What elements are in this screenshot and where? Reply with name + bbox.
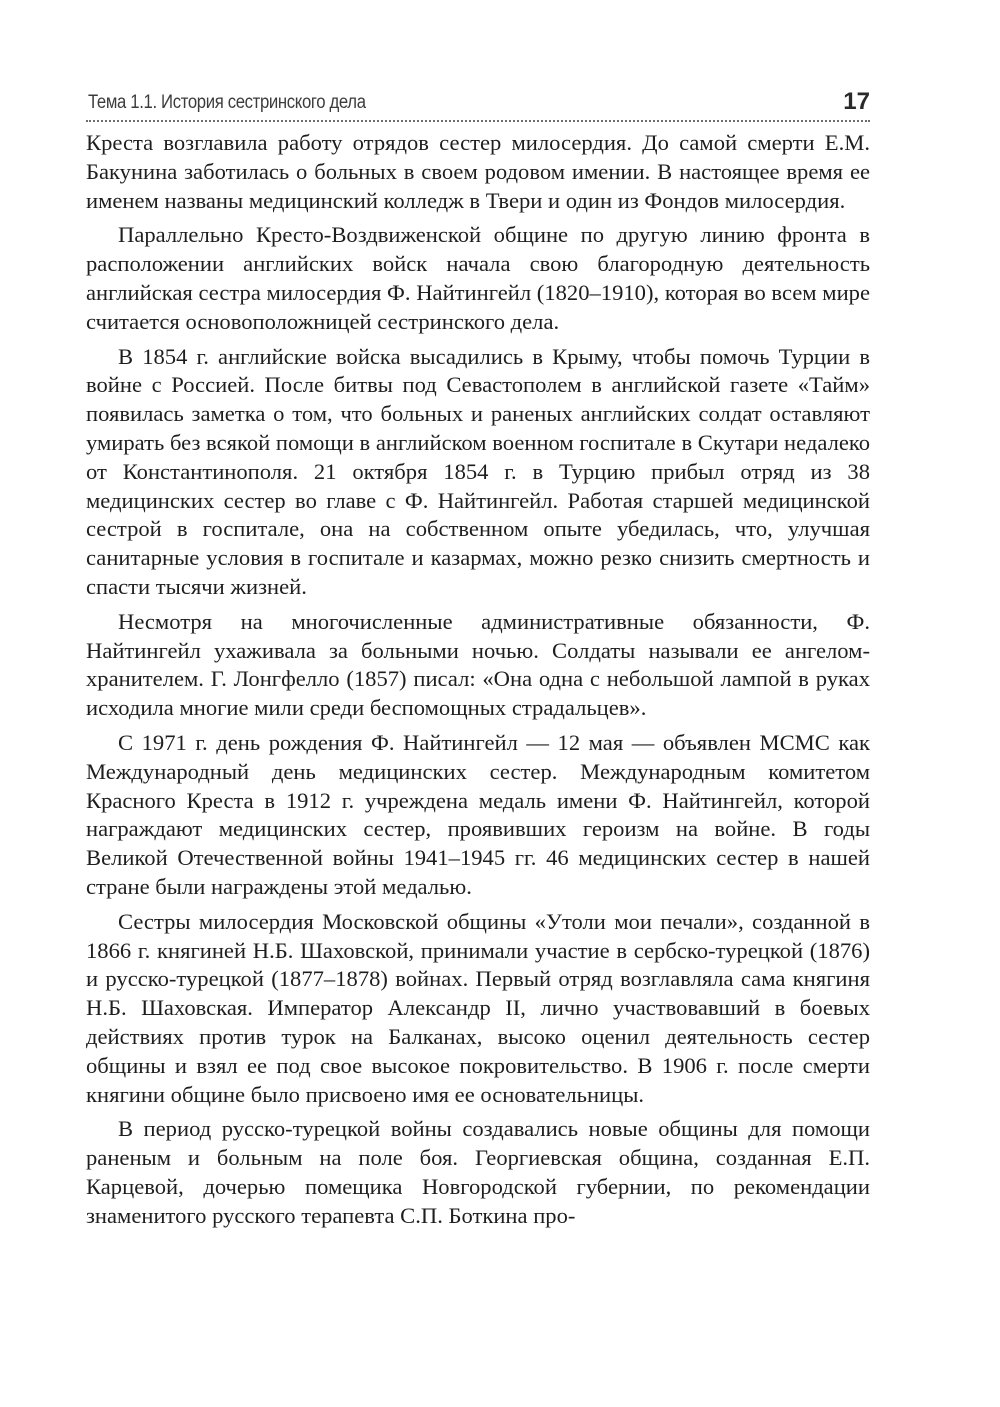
paragraph: Несмотря на многочисленные административные обязанности, Ф. Найтингейл ухаживала за больными ночью. Солдаты называли ее ангелом-хранителем. Г. Лонгфелло (1857) писал: «Она одна с небольшой лампой в руках исходила многие мили среди беспомощных страдальцев». <box>86 608 870 721</box>
running-header <box>86 84 870 122</box>
book-page <box>86 84 870 1236</box>
paragraph: В период русско-турецкой войны создавались новые общины для помощи раненым и больным на поле боя. Георгиевская община, созданная Е.П. Карцевой, дочерью помещика Новгородской губернии, по рекомендации знаменитого русского терапевта С.П. Боткина про- <box>86 1116 870 1228</box>
paragraph: Параллельно Кресто-Воздвиженской общине по другую линию фронта в расположении английских войск начала свою благородную деятельность английская сестра милосердия Ф. Найтингейл (1820–1910), которая во всем мире считается основоположницей сестринского дела. <box>86 222 870 334</box>
paragraph: Сестры милосердия Московской общины «Утоли мои печали», созданной в 1866 г. княгиней Н.Б. Шаховской, принимали участие в сербско-турецкой (1876) и русско-турецкой (1877–1878) войнах. Первый отряд возглавляла сама княгиня Н.Б. Шаховская. Император Александр II, лично участвовавший в боевых действиях против турок на Балканах, высоко оценил деятельность сестер общины и взял ее под свое высокое покровительство. В 1906 г. после смерти княгини общине было присвоено имя ее основательницы. <box>86 908 870 1107</box>
paragraph: В 1854 г. английские войска высадились в Крыму, чтобы помочь Турции в войне с Россией. После битвы под Севастополем в английской газете «Тайм» появилась заметка о том, что больных и раненых английских солдат оставляют умирать без всякой помощи в английском военном госпитале в Скутари недалеко от Константинополя. 21 октября 1854 г. в Турцию прибыл отряд из 38 медицинских сестер во главе с Ф. Найтингейл. Работая старшей медицинской сестрой в госпитале, она на собственном опыте убедилась, что, улучшая санитарные условия в госпитале и казармах, можно резко снизить смертность и спасти тысячи жизней. <box>86 343 870 599</box>
page-number: 17 <box>843 88 870 115</box>
paragraph-continued: Креста возглавила работу отрядов сестер милосердия. До самой смерти Е.М. Бакунина заботилась о больных в своем родовом имении. В настоящее время ее именем названы медицинский колледж в Твери и один из Фондов милосердия. <box>86 130 870 213</box>
body-text <box>86 129 870 1230</box>
running-title: Тема 1.1. История сестринского дела <box>88 92 366 113</box>
paragraph: С 1971 г. день рождения Ф. Найтингейл — 12 мая — объявлен МСМС как Международный день медицинских сестер. Международным комитетом Красного Креста в 1912 г. учреждена медаль имени Ф. Найтингейл, которой награждают медицинских сестер, проявивших героизм на войне. В годы Великой Отечественной войны 1941–1945 гг. 46 медицинских сестер в нашей стране были награждены этой медалью. <box>86 729 870 899</box>
